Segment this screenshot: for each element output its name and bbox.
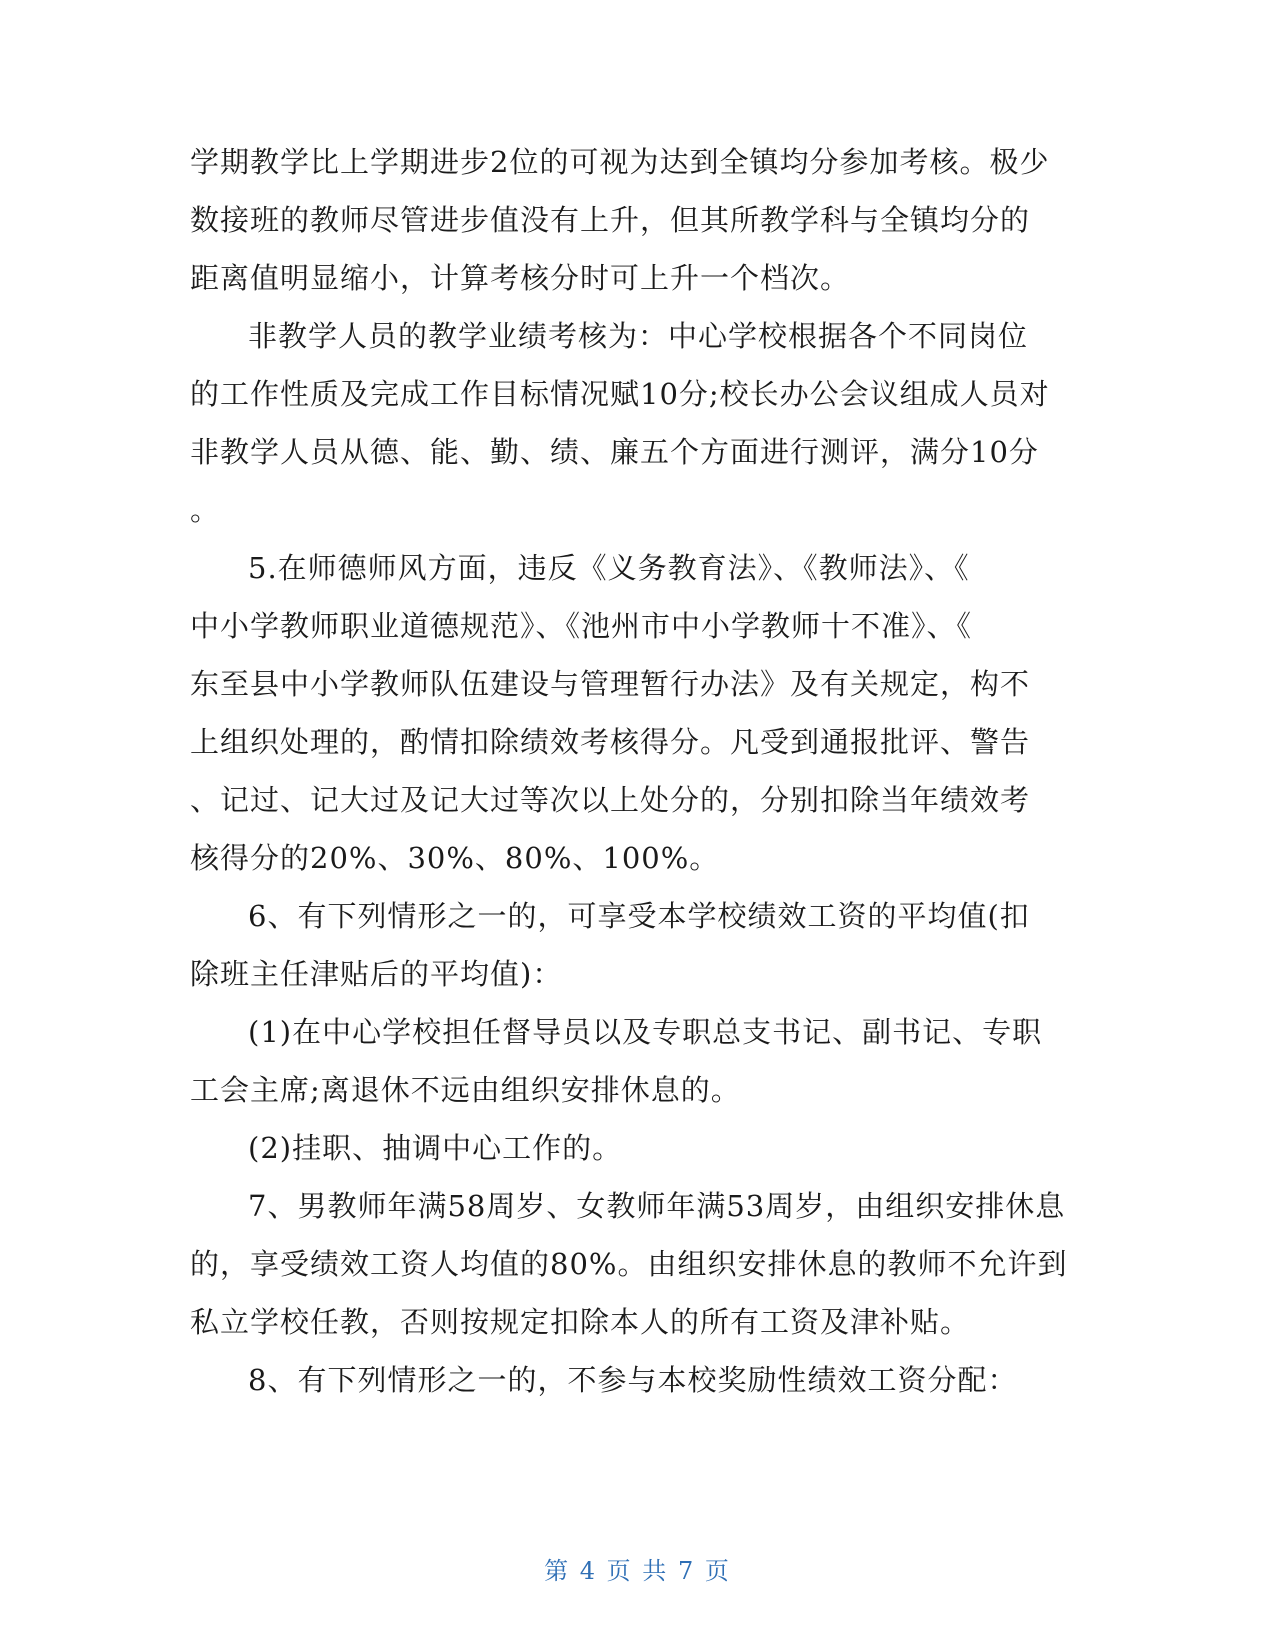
text-line: 除班主任津贴后的平均值)： xyxy=(190,957,563,991)
paragraph-start-line: 6、有下列情形之一的，可享受本学校绩效工资的平均值(扣 xyxy=(248,899,1030,933)
text-line: 、记过、记大过及记大过等次以上处分的，分别扣除当年绩效考 xyxy=(190,783,1031,817)
text-line: 核得分的20%、30%、80%、100%。 xyxy=(190,841,720,875)
paragraph-start-line: 非教学人员的教学业绩考核为：中心学校根据各个不同岗位 xyxy=(248,319,1029,353)
paragraph-start-line: 8、有下列情形之一的，不参与本校奖励性绩效工资分配： xyxy=(248,1363,1018,1397)
paragraph-start-line: 5.在师德师风方面，违反《义务教育法》、《教师法》、《 xyxy=(248,551,970,585)
text-line: 距离值明显缩小，计算考核分时可上升一个档次。 xyxy=(190,261,851,295)
paragraph-start-line: 7、男教师年满58周岁、女教师年满53周岁，由组织安排休息 xyxy=(248,1189,1066,1223)
text-line: 学期教学比上学期进步2位的可视为达到全镇均分参加考核。极少 xyxy=(190,145,1050,179)
text-line: 私立学校任教，否则按规定扣除本人的所有工资及津补贴。 xyxy=(190,1305,971,1339)
text-line: 的工作性质及完成工作目标情况赋10分;校长办公会议组成人员对 xyxy=(190,377,1050,411)
paragraph-start-line: (2)挂职、抽调中心工作的。 xyxy=(248,1131,623,1165)
text-line: 非教学人员从德、能、勤、绩、廉五个方面进行测评，满分10分 xyxy=(190,435,1039,469)
text-line: 的，享受绩效工资人均值的80%。由组织安排休息的教师不允许到 xyxy=(190,1247,1068,1281)
text-line: 数接班的教师尽管进步值没有上升，但其所教学科与全镇均分的 xyxy=(190,203,1031,237)
text-line: 。 xyxy=(190,493,221,527)
text-line: 中小学教师职业道德规范》、《池州市中小学教师十不准》、《 xyxy=(190,609,973,643)
paragraph-start-line: (1)在中心学校担任督导员以及专职总支书记、副书记、专职 xyxy=(248,1015,1043,1049)
text-line: 工会主席;离退休不远由组织安排休息的。 xyxy=(190,1073,741,1107)
page-number-footer: 第 4 页 共 7 页 xyxy=(544,1557,731,1585)
text-line: 东至县中小学教师队伍建设与管理暂行办法》及有关规定，构不 xyxy=(190,667,1031,701)
text-line: 上组织处理的，酌情扣除绩效考核得分。凡受到通报批评、警告 xyxy=(190,725,1031,759)
